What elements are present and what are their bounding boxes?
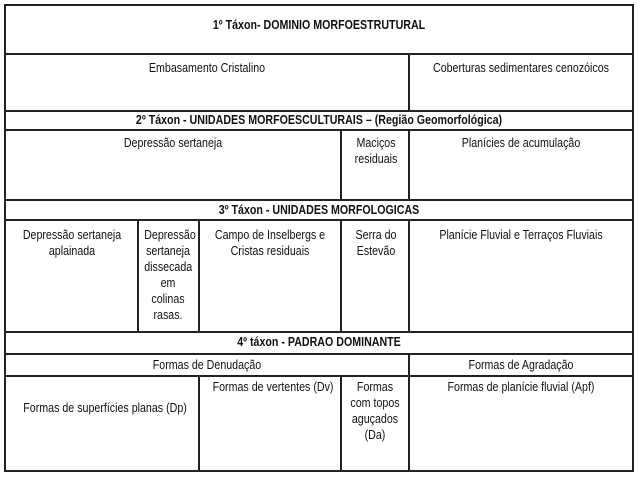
col-divider	[408, 375, 410, 472]
row-divider	[4, 129, 634, 131]
cell-embasamento-cristalino: Embasamento Cristalino	[148, 60, 266, 75]
cell-planicie-fluvial: Planície Fluvial e Terraços Fluviais	[439, 227, 603, 242]
col-divider	[408, 129, 410, 201]
col-divider	[340, 129, 342, 201]
cell-serra-estevao: Serra do Estevão	[355, 227, 397, 258]
col-divider	[198, 375, 200, 472]
taxon3-header: 3º Táxon - UNIDADES MORFOLOGICAS	[218, 202, 420, 217]
col-divider	[198, 219, 200, 333]
group-formas-agradacao: Formas de Agradação	[468, 357, 574, 372]
col-divider	[340, 375, 342, 472]
cell-planicies-acumulacao: Planícies de acumulação	[461, 135, 581, 150]
cell-topos-agucados: Formas com topos aguçados (Da)	[350, 379, 400, 442]
cell-campo-inselbergs: Campo de Inselbergs e Cristas residuais	[214, 227, 326, 258]
row-divider	[4, 219, 634, 221]
row-divider	[4, 331, 634, 333]
col-divider	[340, 219, 342, 333]
row-divider	[4, 199, 634, 201]
col-divider	[408, 353, 410, 377]
cell-depressao-dissecada: Depressão sertaneja dissecada em colinas rasas.	[144, 227, 196, 322]
cell-coberturas-sedimentares: Coberturas sedimentares cenozóicos	[433, 60, 609, 75]
cell-depressao-sertaneja: Depressão sertaneja	[123, 135, 223, 150]
row-divider	[4, 353, 634, 355]
cell-vertentes: Formas de vertentes (Dv)	[212, 379, 334, 394]
cell-macicos-residuais: Maciços residuais	[354, 135, 398, 166]
taxon2-header: 2º Táxon - UNIDADES MORFOESCULTURAIS – (Região Geomorfológica)	[135, 112, 503, 127]
row-divider	[4, 375, 634, 377]
col-divider	[408, 219, 410, 333]
cell-planicie-fluvial-apf: Formas de planície fluvial (Apf)	[447, 379, 595, 394]
group-formas-denudacao: Formas de Denudação	[152, 357, 262, 372]
col-divider	[137, 219, 139, 333]
cell-superficies-planas: Formas de superfícies planas (Dp)	[23, 400, 187, 415]
taxon4-header: 4º táxon - PADRAO DOMINANTE	[237, 334, 401, 349]
row-divider	[4, 53, 634, 55]
cell-depressao-aplainada: Depressão sertaneja aplainada	[22, 227, 122, 258]
taxon1-header: 1º Táxon- DOMINIO MORFOESTRUTURAL	[212, 17, 426, 32]
col-divider	[408, 53, 410, 112]
